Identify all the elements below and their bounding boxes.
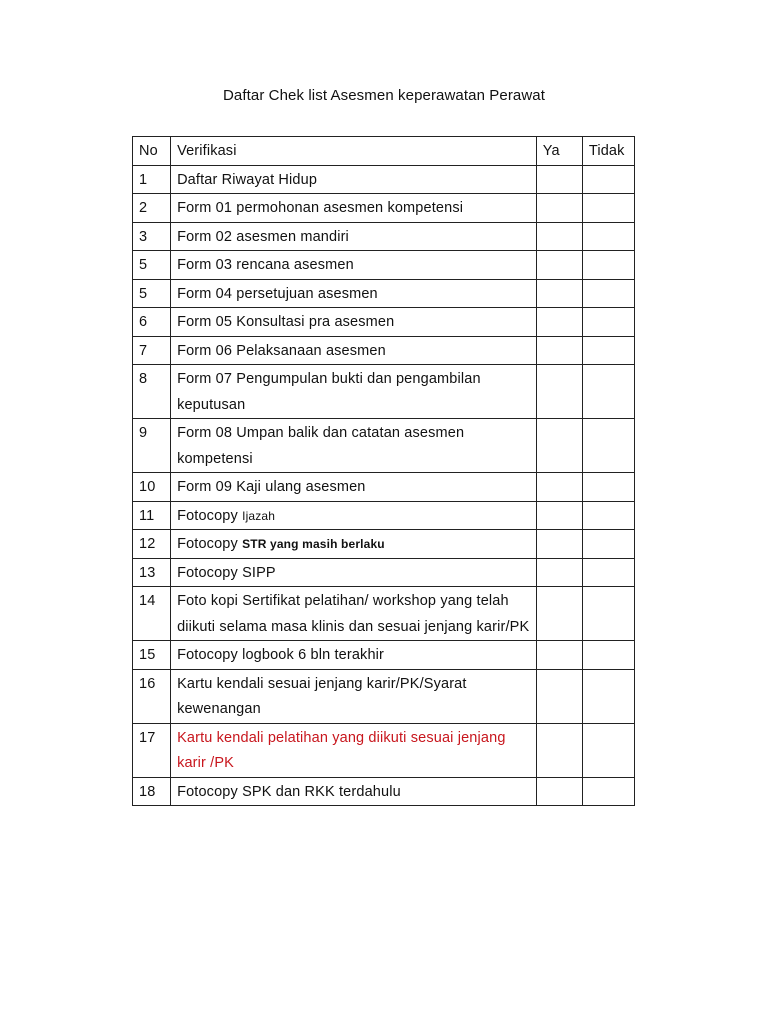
row-tidak-cell[interactable] bbox=[582, 336, 634, 365]
table-row bbox=[133, 558, 635, 587]
row-ya-cell[interactable] bbox=[536, 222, 582, 251]
row-verifikasi: Fotocopy SIPP bbox=[171, 558, 537, 587]
row-ya-cell[interactable] bbox=[536, 194, 582, 223]
table-row bbox=[133, 165, 635, 194]
table-row bbox=[133, 251, 635, 280]
table-row bbox=[133, 501, 635, 530]
row-ya-cell[interactable] bbox=[536, 473, 582, 502]
row-number: 16 bbox=[133, 669, 171, 723]
row-verifikasi: Form 03 rencana asesmen bbox=[171, 251, 537, 280]
row-verifikasi: Form 04 persetujuan asesmen bbox=[171, 279, 537, 308]
row-ya-cell[interactable] bbox=[536, 308, 582, 337]
row-verifikasi: Form 02 asesmen mandiri bbox=[171, 222, 537, 251]
row-number: 14 bbox=[133, 587, 171, 641]
row-tidak-cell[interactable] bbox=[582, 473, 634, 502]
row-tidak-cell[interactable] bbox=[582, 251, 634, 280]
row-number: 7 bbox=[133, 336, 171, 365]
header-ya: Ya bbox=[536, 137, 582, 166]
row-verifikasi: Kartu kendali sesuai jenjang karir/PK/Syarat kewenangan bbox=[171, 669, 537, 723]
header-no: No bbox=[133, 137, 171, 166]
row-verifikasi: Foto kopi Sertifikat pelatihan/ workshop yang telah diikuti selama masa klinis dan sesuai jenjang karir/PK bbox=[171, 587, 537, 641]
table-row bbox=[133, 365, 635, 419]
header-verifikasi: Verifikasi bbox=[171, 137, 537, 166]
row-verifikasi: Form 09 Kaji ulang asesmen bbox=[171, 473, 537, 502]
row-ya-cell[interactable] bbox=[536, 336, 582, 365]
row-tidak-cell[interactable] bbox=[582, 365, 634, 419]
header-row bbox=[133, 137, 635, 166]
table-row bbox=[133, 723, 635, 777]
row-text: Fotocopy bbox=[177, 536, 238, 552]
row-number: 5 bbox=[133, 251, 171, 280]
row-ya-cell[interactable] bbox=[536, 669, 582, 723]
row-verifikasi: Form 08 Umpan balik dan catatan asesmen kompetensi bbox=[171, 419, 537, 473]
table-row bbox=[133, 641, 635, 670]
row-verifikasi: Daftar Riwayat Hidup bbox=[171, 165, 537, 194]
row-verifikasi: Form 05 Konsultasi pra asesmen bbox=[171, 308, 537, 337]
row-number: 5 bbox=[133, 279, 171, 308]
row-verifikasi: Form 01 permohonan asesmen kompetensi bbox=[171, 194, 537, 223]
row-number: 3 bbox=[133, 222, 171, 251]
row-number: 17 bbox=[133, 723, 171, 777]
row-tidak-cell[interactable] bbox=[582, 530, 634, 559]
row-tidak-cell[interactable] bbox=[582, 558, 634, 587]
table-row bbox=[133, 777, 635, 806]
table-row bbox=[133, 473, 635, 502]
row-number: 10 bbox=[133, 473, 171, 502]
row-tidak-cell[interactable] bbox=[582, 194, 634, 223]
document-title: Daftar Chek list Asesmen keperawatan Perawat bbox=[222, 87, 546, 104]
table-row bbox=[133, 669, 635, 723]
checklist-body bbox=[133, 137, 635, 806]
header-tidak: Tidak bbox=[582, 137, 634, 166]
row-tidak-cell[interactable] bbox=[582, 165, 634, 194]
row-tidak-cell[interactable] bbox=[582, 669, 634, 723]
row-ya-cell[interactable] bbox=[536, 530, 582, 559]
row-number: 11 bbox=[133, 501, 171, 530]
row-tidak-cell[interactable] bbox=[582, 777, 634, 806]
row-text-suffix: Ijazah bbox=[242, 508, 276, 523]
row-number: 18 bbox=[133, 777, 171, 806]
table-row bbox=[133, 279, 635, 308]
row-verifikasi bbox=[171, 530, 537, 559]
table-row bbox=[133, 587, 635, 641]
row-tidak-cell[interactable] bbox=[582, 279, 634, 308]
row-verifikasi: Form 06 Pelaksanaan asesmen bbox=[171, 336, 537, 365]
row-tidak-cell[interactable] bbox=[582, 587, 634, 641]
row-verifikasi: Fotocopy logbook 6 bln terakhir bbox=[171, 641, 537, 670]
table-row bbox=[133, 530, 635, 559]
row-number: 9 bbox=[133, 419, 171, 473]
row-ya-cell[interactable] bbox=[536, 641, 582, 670]
row-tidak-cell[interactable] bbox=[582, 308, 634, 337]
row-verifikasi-highlighted: Kartu kendali pelatihan yang diikuti sesuai jenjang karir /PK bbox=[171, 723, 537, 777]
row-ya-cell[interactable] bbox=[536, 419, 582, 473]
row-ya-cell[interactable] bbox=[536, 501, 582, 530]
row-number: 2 bbox=[133, 194, 171, 223]
table-row bbox=[133, 336, 635, 365]
row-ya-cell[interactable] bbox=[536, 251, 582, 280]
row-tidak-cell[interactable] bbox=[582, 501, 634, 530]
row-verifikasi: Fotocopy SPK dan RKK terdahulu bbox=[171, 777, 537, 806]
row-tidak-cell[interactable] bbox=[582, 723, 634, 777]
row-text-suffix: STR yang masih berlaku bbox=[242, 537, 385, 551]
table-row bbox=[133, 419, 635, 473]
table-row bbox=[133, 194, 635, 223]
row-number: 13 bbox=[133, 558, 171, 587]
row-ya-cell[interactable] bbox=[536, 165, 582, 194]
row-number: 8 bbox=[133, 365, 171, 419]
row-tidak-cell[interactable] bbox=[582, 641, 634, 670]
row-ya-cell[interactable] bbox=[536, 365, 582, 419]
row-ya-cell[interactable] bbox=[536, 558, 582, 587]
table-row bbox=[133, 308, 635, 337]
row-ya-cell[interactable] bbox=[536, 723, 582, 777]
row-number: 1 bbox=[133, 165, 171, 194]
row-tidak-cell[interactable] bbox=[582, 222, 634, 251]
row-ya-cell[interactable] bbox=[536, 279, 582, 308]
row-number: 6 bbox=[133, 308, 171, 337]
row-ya-cell[interactable] bbox=[536, 777, 582, 806]
row-tidak-cell[interactable] bbox=[582, 419, 634, 473]
row-ya-cell[interactable] bbox=[536, 587, 582, 641]
table-row bbox=[133, 222, 635, 251]
row-verifikasi: Form 07 Pengumpulan bukti dan pengambilan keputusan bbox=[171, 365, 537, 419]
row-text: Fotocopy bbox=[177, 507, 238, 524]
checklist-table bbox=[132, 136, 635, 806]
row-verifikasi bbox=[171, 501, 537, 530]
row-number: 12 bbox=[133, 530, 171, 559]
row-number: 15 bbox=[133, 641, 171, 670]
